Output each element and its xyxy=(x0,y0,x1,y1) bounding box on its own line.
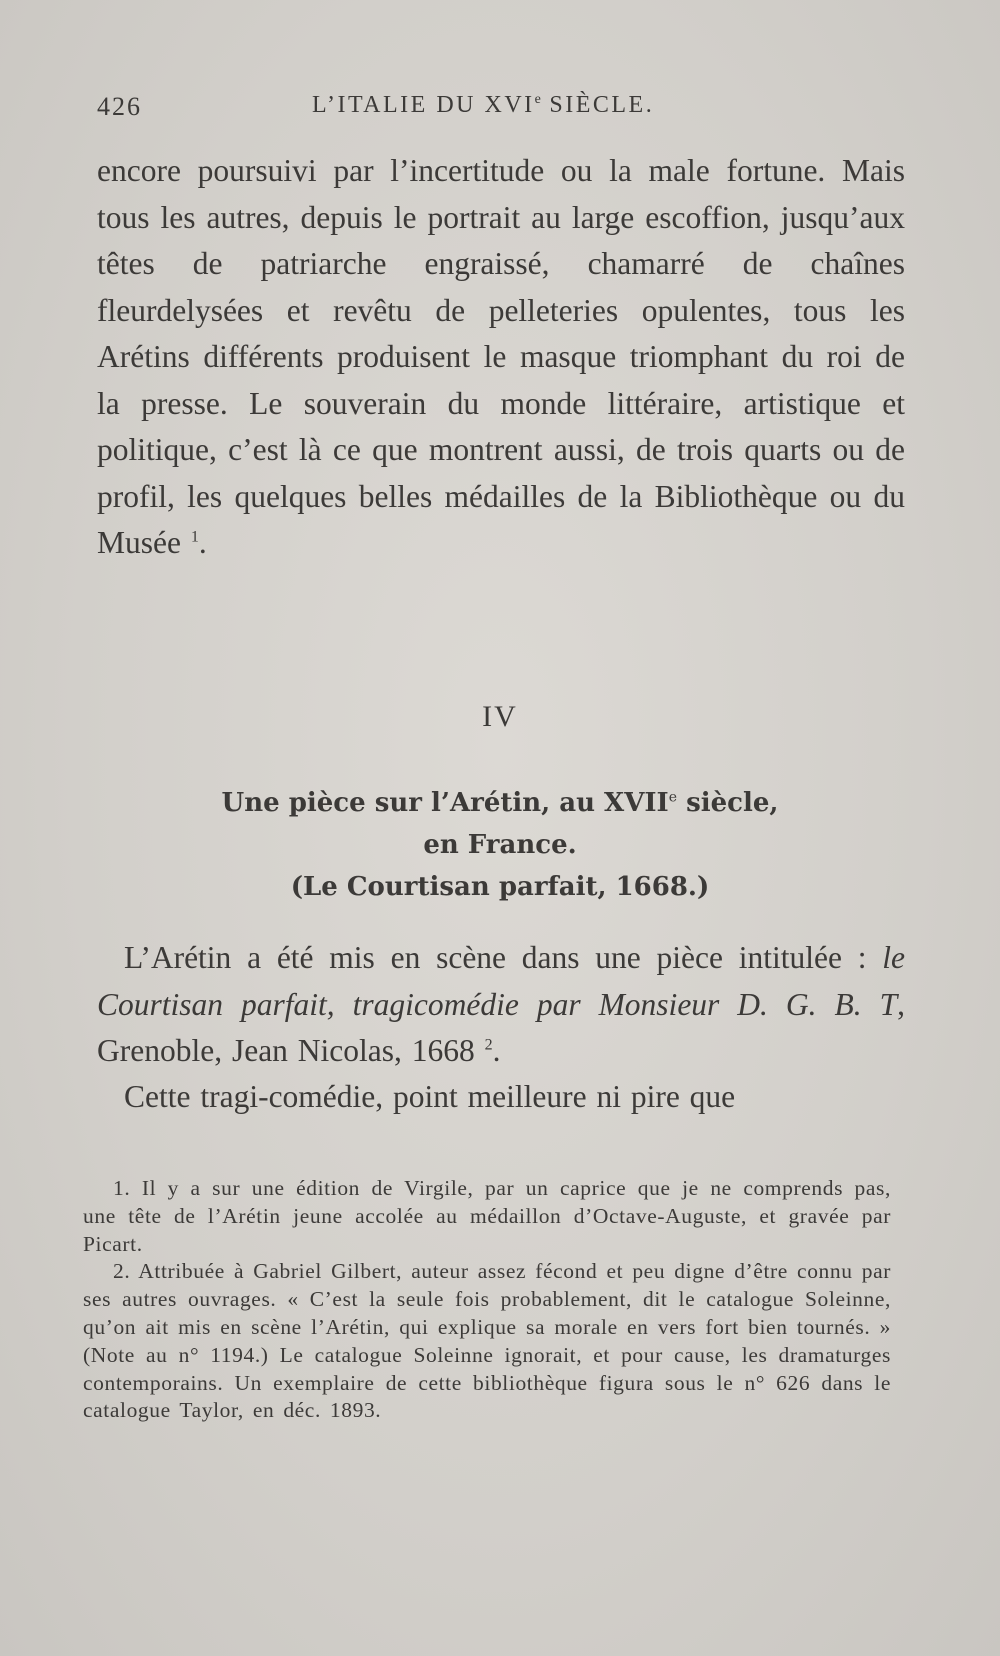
section-title-line-3: (Le Courtisan parfait, 1668.) xyxy=(290,872,710,902)
footnote-2: 2. Attribuée à Gabriel Gilbert, auteur assez fécond et peu digne d’être connu par ses autres ouvrages. « C’est la seule fois probablement, dit le catalogue Soleinne, qu’on ait mis en scène l’Arétin, qui explique sa morale en vers fort bien tournés. » (Note au n° 1194.) Le catalogue Soleinne ignorait, et pour cause, les dramaturges contemporains. Un exemplaire de cette bibliothèque figura sous le n° 626 dans le catalogue Taylor, en déc. 1893. xyxy=(83,1259,891,1423)
paragraph-3: Cette tragi-comédie, point meilleure ni pire que xyxy=(124,1079,736,1114)
paragraph-2-text: L’Arétin a été mis en scène dans une pièce intitulée : xyxy=(124,940,883,975)
page-number: 426 xyxy=(97,92,142,121)
section-number: IV xyxy=(482,700,518,733)
section-title-line-1-text: Une pièce sur l’Arétin, au XVII xyxy=(221,788,669,818)
paragraph-2-italic: le Courtisan parfait, tragicomédie par Monsieur D. G. B. T xyxy=(97,940,905,1022)
paragraph-2-text-b: , Grenoble, Jean Nicolas, 1668 xyxy=(97,986,905,1068)
page-header xyxy=(97,92,907,132)
footnote-ref-2[interactable]: 2 xyxy=(484,1036,493,1054)
running-title-main: L’ITALIE DU XVI xyxy=(312,92,535,118)
paragraph-1-end: . xyxy=(198,525,207,560)
paragraph-1-text: encore poursuivi par l’incertitude ou la male fortune. Mais tous les autres, depuis le portrait au large escoffion, jusqu’aux têtes de patriarche engraissé, chamarré de chaînes fleurdelysées et revêtu de pelleteries opulentes, tous les Arétins différents produisent le masque triomphant du roi de la presse. Le souverain du monde littéraire, artistique et politique, c’est là ce que montrent aussi, de trois quarts ou de profil, les quelques belles médailles de la Bibliothèque ou du Musée xyxy=(97,153,905,560)
footnote-ref-1[interactable]: 1 xyxy=(190,528,199,546)
running-title-end: SIÈCLE. xyxy=(540,92,655,118)
paragraph-2 xyxy=(97,935,905,1075)
section-title xyxy=(0,782,1000,908)
footnotes xyxy=(83,1175,891,1425)
section-title-line-2: en France. xyxy=(423,830,577,860)
running-title xyxy=(312,92,654,119)
paragraph-continued xyxy=(97,148,905,567)
paragraph-2-end: . xyxy=(492,1033,501,1068)
section-title-line-1-end: siècle, xyxy=(677,788,779,818)
section-title-line-1 xyxy=(222,788,779,818)
running-title-superscript: e xyxy=(534,92,541,107)
footnote-1: 1. Il y a sur une édition de Virgile, par un caprice que je ne comprends pas, une tête de l’Arétin jeune accolée au médaillon d’Octave-Auguste, et gravée par Picart. xyxy=(83,1176,891,1256)
section-title-superscript: e xyxy=(668,789,678,806)
